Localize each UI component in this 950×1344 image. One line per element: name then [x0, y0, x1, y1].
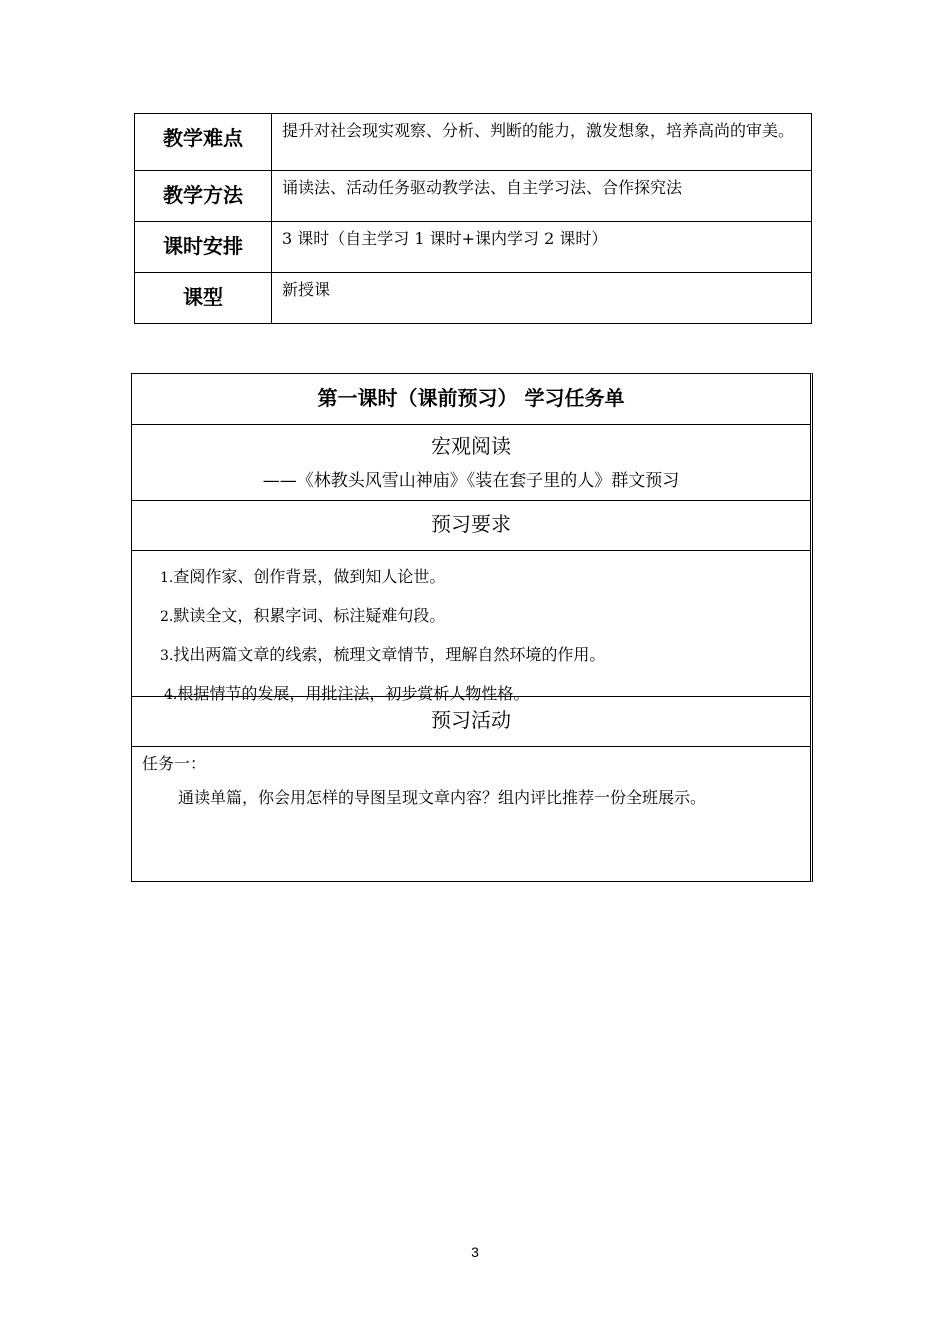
macro-reading-section: [132, 425, 810, 501]
row-content: 诵读法、活动任务驱动教学法、自主学习法、合作探究法: [272, 171, 812, 222]
task-title: 任务一：: [142, 754, 207, 773]
row-content: 提升对社会现实观察、分析、判断的能力，激发想象，培养高尚的审美。: [272, 114, 812, 171]
row-content: 新授课: [272, 273, 812, 324]
requirements-list: [132, 551, 810, 703]
table-row: [135, 273, 812, 324]
row-label: 课型: [135, 273, 272, 324]
macro-reading-subtitle: ——《林教头风雪山神庙》《装在套子里的人》群文预习: [262, 471, 680, 491]
requirements-heading: 预习要求: [132, 501, 810, 551]
page-number: 3: [471, 1244, 479, 1260]
task-description: 通读单篇，你会用怎样的导图呈现文章内容？组内评比推荐一份全班展示。: [178, 788, 707, 807]
list-item: 4.根据情节的发展，用批注法，初步赏析人物性格。: [164, 684, 530, 703]
list-item: 2.默读全文，积累字词、标注疑难句段。: [160, 606, 446, 625]
row-content: 3 课时（自主学习 1 课时+课内学习 2 课时）: [272, 222, 812, 273]
task-section: [132, 747, 810, 881]
table-row: [135, 222, 812, 273]
row-label: 课时安排: [135, 222, 272, 273]
list-item: 3.找出两篇文章的线索，梳理文章情节，理解自然环境的作用。: [160, 645, 606, 664]
lesson-info-table: [134, 113, 812, 324]
task-sheet-table: [131, 373, 813, 882]
activities-heading: 预习活动: [132, 697, 810, 747]
task-sheet-title: 第一课时（课前预习） 学习任务单: [132, 374, 810, 425]
list-item: 1.查阅作家、创作背景，做到知人论世。: [160, 567, 446, 586]
row-label: 教学方法: [135, 171, 272, 222]
table-row: [135, 171, 812, 222]
row-label: 教学难点: [135, 114, 272, 171]
table-row: [135, 114, 812, 171]
macro-reading-title: 宏观阅读: [431, 434, 511, 458]
